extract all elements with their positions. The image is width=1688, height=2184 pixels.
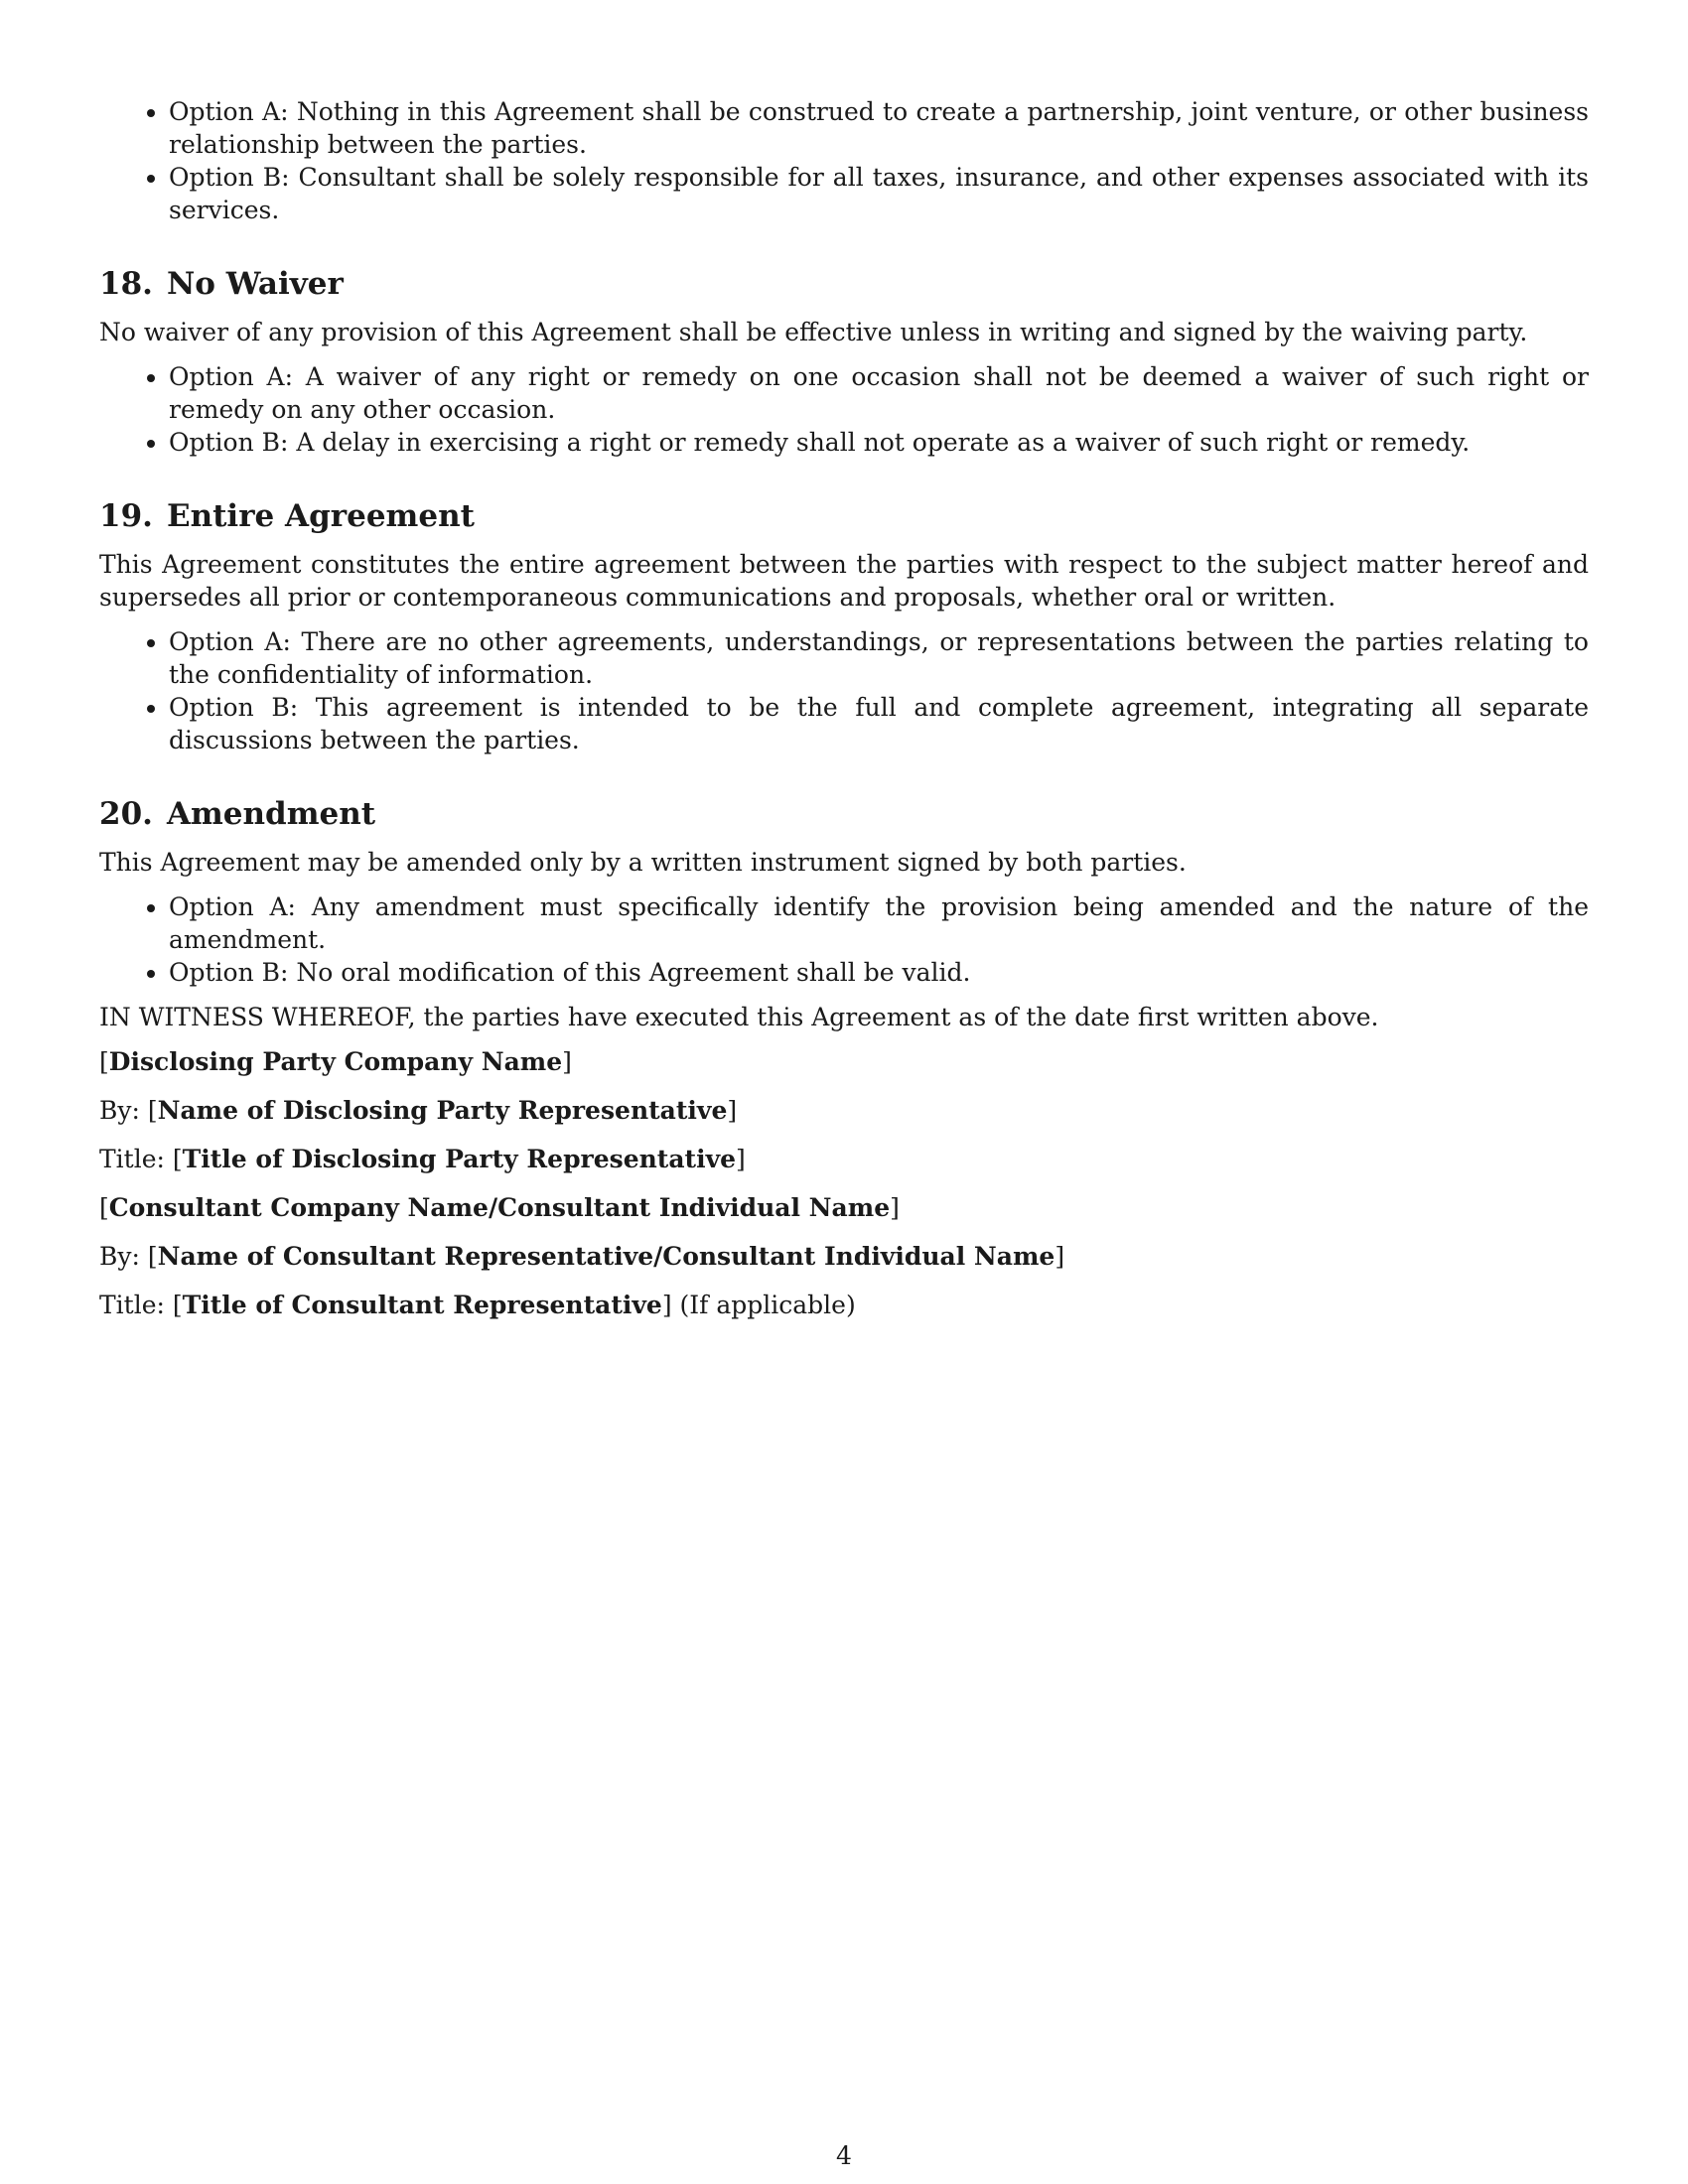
consultant-title-line: Title: [Title of Consultant Representative] (If applicable): [99, 1291, 856, 1319]
section-heading-entire-agreement: [99, 496, 1589, 536]
by-label: By:: [99, 1242, 140, 1271]
consultant-by-line: By: [Name of Consultant Representative/Consultant Individual Name]: [99, 1242, 1065, 1271]
section-bullet-list: [99, 625, 1589, 756]
witness-clause: IN WITNESS WHEREOF, the parties have executed this Agreement as of the date first written above.: [99, 1003, 1379, 1031]
section-number: 20.: [99, 796, 153, 832]
disclosing-company-name: Disclosing Party Company Name: [108, 1047, 563, 1076]
signature-block: [99, 1045, 1589, 1321]
list-item: • Option A: A waiver of any right or remedy on one occasion shall not be deemed a waiver of such right or remedy on any other occasion.: [169, 360, 1589, 426]
lead-bullet-list: [99, 95, 1589, 226]
disclosing-rep-title: Title of Disclosing Party Representative: [182, 1145, 737, 1173]
consultant-company-line: [Consultant Company Name/Consultant Individual Name]: [99, 1193, 900, 1222]
list-item: • Option A: Any amendment must specifically identify the provision being amended and the nature of the amendment.: [169, 890, 1589, 956]
consultant-rep-name: Name of Consultant Representative/Consultant Individual Name: [157, 1242, 1055, 1271]
section-body: This Agreement may be amended only by a written instrument signed by both parties.: [99, 848, 1187, 877]
if-applicable-note: (If applicable): [679, 1291, 856, 1319]
list-item: • Option B: No oral modification of this Agreement shall be valid.: [169, 956, 1589, 989]
document-page: [99, 95, 1589, 1337]
page-number: 4: [836, 2141, 852, 2170]
list-item: • Option B: Consultant shall be solely responsible for all taxes, insurance, and other expenses associated with its services.: [169, 161, 1589, 226]
consultant-company-name: Consultant Company Name/Consultant Individual Name: [108, 1193, 891, 1222]
list-item: • Option B: This agreement is intended to be the full and complete agreement, integrating all separate discussions between the parties.: [169, 691, 1589, 756]
disclosing-by-line: By: [Name of Disclosing Party Representative]: [99, 1096, 738, 1125]
by-label: By:: [99, 1096, 140, 1125]
section-body: No waiver of any provision of this Agreement shall be effective unless in writing and signed by the waiving party.: [99, 318, 1528, 346]
section-title: Amendment: [166, 796, 376, 832]
disclosing-title-line: Title: [Title of Disclosing Party Representative]: [99, 1145, 746, 1173]
section-bullet-list: [99, 890, 1589, 989]
section-number: 18.: [99, 266, 153, 302]
section-title: No Waiver: [166, 266, 344, 302]
section-heading-amendment: [99, 794, 1589, 834]
list-item: • Option A: Nothing in this Agreement shall be construed to create a partnership, joint venture, or other business relationship between the parties.: [169, 95, 1589, 161]
list-item: • Option A: There are no other agreements, understandings, or representations between the parties relating to the confidentiality of information.: [169, 625, 1589, 691]
consultant-rep-title: Title of Consultant Representative: [182, 1291, 662, 1319]
section-heading-no-waiver: [99, 264, 1589, 304]
section-bullet-list: [99, 360, 1589, 459]
section-number: 19.: [99, 498, 153, 534]
section-title: Entire Agreement: [166, 498, 475, 534]
disclosing-company-line: [Disclosing Party Company Name]: [99, 1047, 572, 1076]
section-body: This Agreement constitutes the entire agreement between the parties with respect to the subject matter hereof and supersedes all prior or contemporaneous communications and proposals, whether oral or written.: [99, 550, 1589, 612]
title-label: Title:: [99, 1145, 165, 1173]
list-item: • Option B: A delay in exercising a right or remedy shall not operate as a waiver of such right or remedy.: [169, 426, 1589, 459]
disclosing-rep-name: Name of Disclosing Party Representative: [157, 1096, 728, 1125]
title-label: Title:: [99, 1291, 165, 1319]
